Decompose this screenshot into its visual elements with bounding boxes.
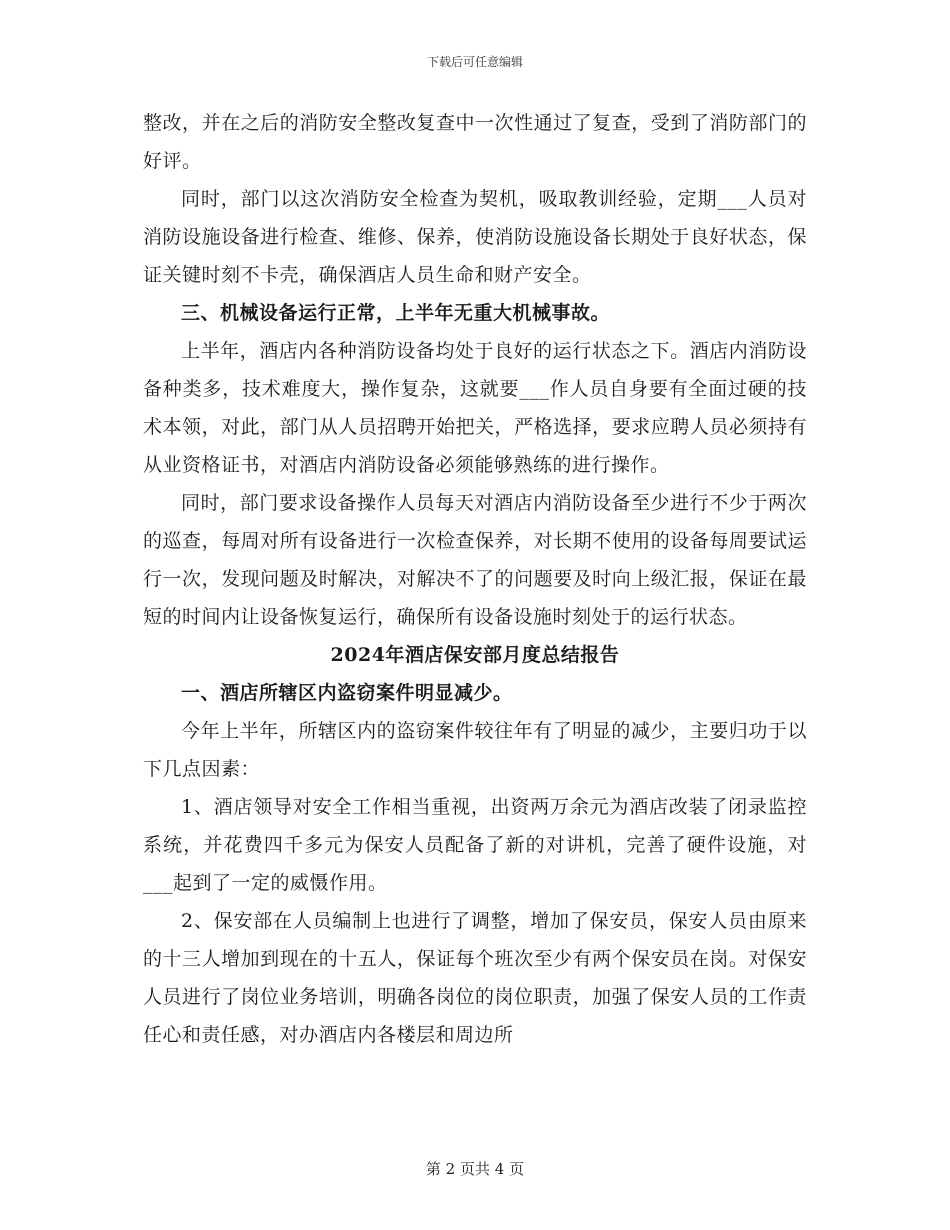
- page-header: 下载后可任意编辑: [426, 55, 523, 69]
- section-heading-1: 一、酒店所辖区内盗窃案件明显减少。: [181, 682, 513, 704]
- paragraph-6: 1、酒店领导对安全工作相当重视，出资两万余元为酒店改装了闭录监控系统，并花费四千多元为保安人员配备了新的对讲机，完善了硬件设施，对___起到了一定的威慑作用。: [143, 796, 807, 894]
- paragraph-4: 同时，部门要求设备操作人员每天对酒店内消防设备至少进行不少于两次的巡查，每周对所有设备进行一次检查保养，对长期不使用的设备每周要试运行一次，发现问题及时解决，对解决不了的问题要及时向上级汇报，保证在最短的时间内让设备恢复运行，确保所有设备设施时刻处于的运行状态。: [143, 492, 807, 628]
- page-footer: 第 2 页共 4 页: [425, 1160, 525, 1178]
- paragraph-3: 上半年，酒店内各种消防设备均处于良好的运行状态之下。酒店内消防设备种类多，技术难度大，操作复杂，这就要___作人员自身要有全面过硬的技术本领，对此，部门从人员招聘开始把关，严格选择，要求应聘人员必须持有从业资格证书，对酒店内消防设备必须能够熟练的进行操作。: [143, 340, 807, 476]
- paragraph-1: 整改，并在之后的消防安全整改复查中一次性通过了复查，受到了消防部门的好评。: [143, 112, 807, 172]
- paragraph-5: 今年上半年，所辖区内的盗窃案件较往年有了明显的减少，主要归功于以下几点因素：: [143, 720, 807, 780]
- report-title: 2024年酒店保安部月度总结报告: [330, 644, 620, 666]
- section-heading-3: 三、机械设备运行正常，上半年无重大机械事故。: [181, 302, 611, 324]
- paragraph-7: 2、保安部在人员编制上也进行了调整，增加了保安员，保安人员由原来的十三人增加到现在的十五人，保证每个班次至少有两个保安员在岗。对保安人员进行了岗位业务培训，明确各岗位的岗位职责，加强了保安人员的工作责任心和责任感，对办酒店内各楼层和周边所: [143, 910, 807, 1046]
- paragraph-2: 同时，部门以这次消防安全检查为契机，吸取教训经验，定期___人员对消防设施设备进行检查、维修、保养，使消防设施设备长期处于良好状态，保证关键时刻不卡壳，确保酒店人员生命和财产安全。: [143, 188, 807, 286]
- document-body: [143, 104, 807, 1054]
